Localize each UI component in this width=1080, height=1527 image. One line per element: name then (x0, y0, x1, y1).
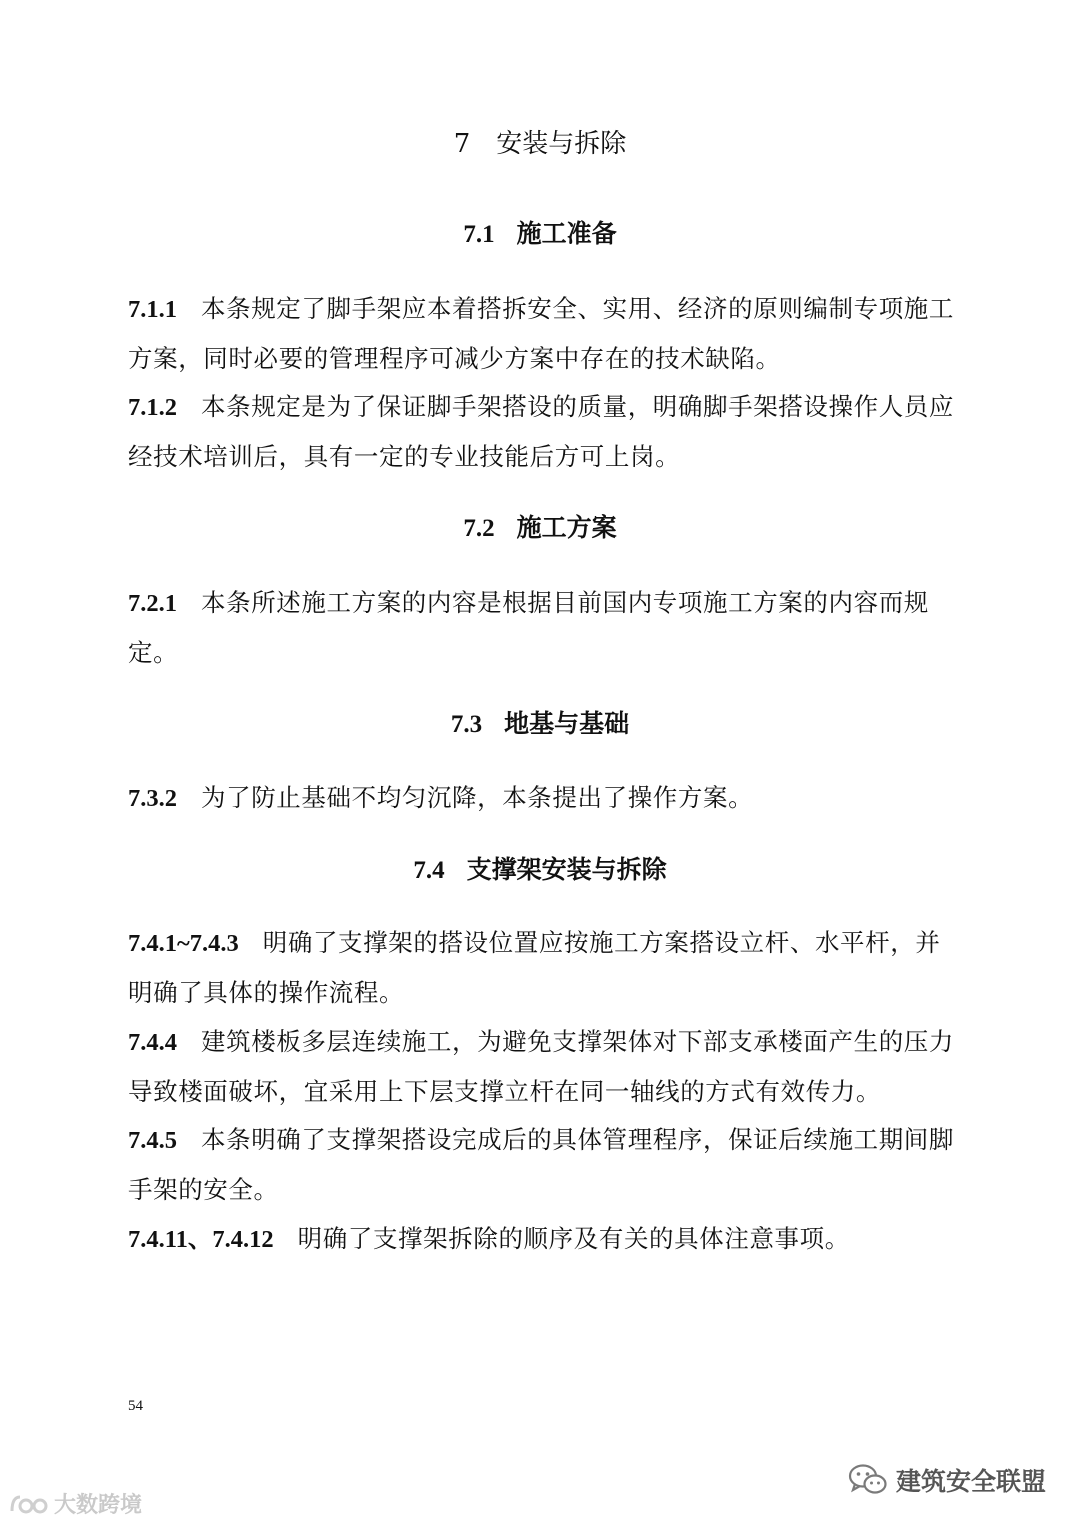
section-title-text: 施工准备 (516, 219, 617, 248)
clause-number: 7.4.1~7.4.3 (128, 930, 239, 957)
clause-number: 7.1.1 (128, 296, 177, 323)
watermark-left (8, 1488, 142, 1519)
clause-7-4-4 (128, 1017, 954, 1116)
clause-text: 明确了支撑架拆除的顺序及有关的具体注意事项。 (297, 1224, 850, 1253)
clause-7-3-2 (128, 773, 954, 823)
clause-text: 本条规定是为了保证脚手架搭设的质量，明确脚手架搭设操作人员应经技术培训后，具有一定的专业技能后方可上岗。 (128, 392, 954, 471)
section-title-text: 地基与基础 (504, 709, 630, 738)
page-number: 54 (128, 1398, 143, 1414)
watermark-right-text: 建筑安全联盟 (895, 1467, 1046, 1496)
chapter-title (0, 124, 1080, 164)
section-number: 7.3 (450, 711, 483, 738)
clause-7-4-5 (128, 1115, 954, 1214)
clause-number: 7.4.4 (128, 1029, 177, 1056)
section-title-text: 施工方案 (516, 513, 617, 542)
clause-7-1-1 (128, 284, 954, 383)
section-number: 7.4 (413, 857, 445, 884)
section-title-7-2 (0, 508, 1080, 549)
section-number: 7.1 (463, 221, 495, 248)
clause-7-2-1 (128, 578, 954, 677)
wechat-icon (848, 1463, 888, 1497)
watermark-left-text: 大数跨境 (54, 1493, 143, 1518)
clause-number: 7.3.2 (128, 785, 177, 812)
clause-text: 建筑楼板多层连续施工，为避免支撑架体对下部支承楼面产生的压力导致楼面破坏，宜采用上下层支撑立杆在同一轴线的方式有效传力。 (128, 1027, 954, 1106)
clause-7-1-2 (128, 382, 954, 481)
clause-text: 本条明确了支撑架搭设完成后的具体管理程序，保证后续施工期间脚手架的安全。 (128, 1125, 954, 1204)
clause-text: 为了防止基础不均匀沉降，本条提出了操作方案。 (201, 783, 754, 812)
clause-number: 7.4.5 (128, 1127, 177, 1154)
section-number: 7.2 (463, 515, 495, 542)
clause-text: 本条所述施工方案的内容是根据目前国内专项施工方案的内容而规定。 (128, 588, 929, 667)
clause-number: 7.1.2 (128, 394, 177, 421)
section-title-7-4 (0, 850, 1080, 891)
clause-number: 7.2.1 (128, 590, 177, 617)
section-title-7-3 (0, 704, 1080, 745)
clause-text: 本条规定了脚手架应本着搭拆安全、实用、经济的原则编制专项施工方案，同时必要的管理程序可减少方案中存在的技术缺陷。 (128, 294, 954, 373)
chapter-title-text: 安装与拆除 (496, 129, 627, 159)
watermark-right (848, 1462, 1046, 1498)
clause-7-4-1-7-4-3 (128, 918, 954, 1017)
clause-text: 明确了支撑架的搭设位置应按施工方案搭设立杆、水平杆，并明确了具体的操作流程。 (128, 928, 941, 1007)
chapter-number: 7 (453, 129, 471, 159)
section-title-7-1 (0, 214, 1080, 255)
section-title-text: 支撑架安装与拆除 (466, 855, 667, 884)
watermark-logo-icon (8, 1491, 50, 1517)
clause-7-4-11-7-4-12 (128, 1214, 954, 1264)
clause-number: 7.4.11、7.4.12 (128, 1226, 274, 1253)
